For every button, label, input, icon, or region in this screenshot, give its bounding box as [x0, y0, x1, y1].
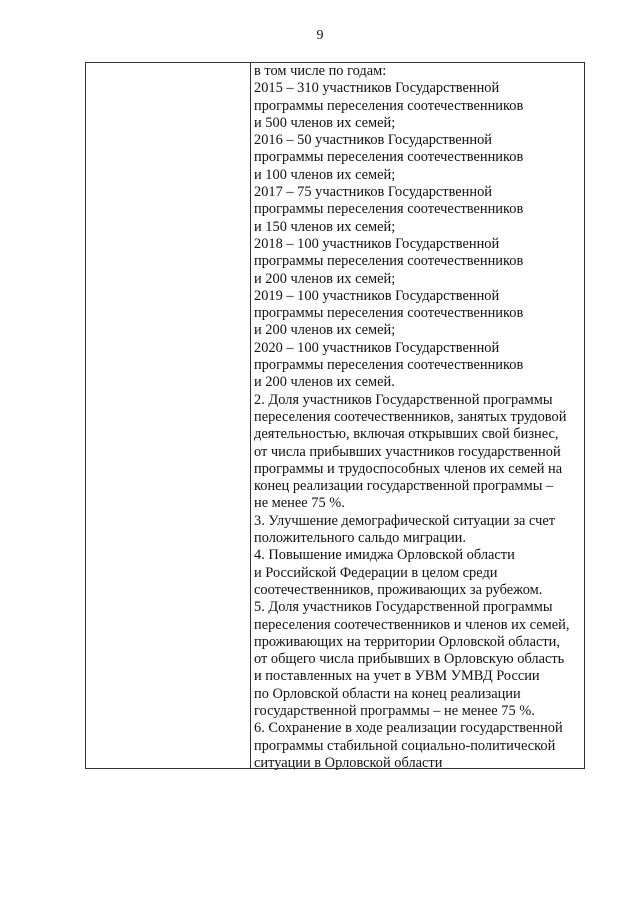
- text-line: по Орловской области на конец реализации: [254, 685, 521, 702]
- text-line: от общего числа прибывших в Орловскую область: [254, 651, 565, 668]
- text-line: программы переселения соотечественников: [254, 149, 524, 166]
- text-line: 2. Доля участников Государственной программы: [254, 391, 553, 408]
- text-line: программы переселения соотечественников: [254, 357, 524, 374]
- text-line: положительного сальдо миграции.: [254, 530, 466, 547]
- table-left-cell: [86, 63, 251, 768]
- text-line: и поставленных на учет в УВМ УМВД России: [254, 668, 540, 685]
- text-line: и 150 членов их семей;: [254, 218, 396, 235]
- text-line: не менее 75 %.: [254, 495, 345, 512]
- text-line: переселения соотечественников и членов их семей,: [254, 616, 570, 633]
- text-line: 2016 – 50 участников Государственной: [254, 132, 492, 149]
- text-line: программы переселения соотечественников: [254, 201, 524, 218]
- text-line: программы переселения соотечественников: [254, 305, 524, 322]
- text-line: программы стабильной социально-политической: [254, 737, 556, 754]
- text-line: 2015 – 310 участников Государственной: [254, 80, 500, 97]
- text-line: переселения соотечественников, занятых трудовой: [254, 408, 567, 425]
- text-line: проживающих на территории Орловской области,: [254, 633, 560, 650]
- text-line: соотечественников, проживающих за рубежом.: [254, 581, 543, 598]
- text-line: 2018 – 100 участников Государственной: [254, 235, 500, 252]
- text-line: программы переселения соотечественников: [254, 253, 524, 270]
- table-right-cell: [251, 63, 584, 771]
- text-line: 3. Улучшение демографической ситуации за счет: [254, 512, 556, 529]
- text-line: 2017 – 75 участников Государственной: [254, 184, 492, 201]
- text-line: и 100 членов их семей;: [254, 166, 396, 183]
- text-line: конец реализации государственной программы –: [254, 478, 554, 495]
- text-line: 2019 – 100 участников Государственной: [254, 287, 500, 304]
- text-line: и 200 членов их семей.: [254, 374, 395, 391]
- text-line: от числа прибывших участников государственной: [254, 443, 561, 460]
- text-line: и Российской Федерации в целом среди: [254, 564, 498, 581]
- text-line: и 200 членов их семей;: [254, 270, 396, 287]
- text-line: в том числе по годам:: [254, 63, 387, 79]
- page-number: 9: [316, 28, 324, 43]
- document-table: [85, 62, 585, 769]
- text-line: и 200 членов их семей;: [254, 322, 396, 339]
- text-line: государственной программы – не менее 75 %.: [254, 702, 535, 719]
- text-line: программы и трудоспособных членов их семей на: [254, 460, 563, 477]
- text-line: 2020 – 100 участников Государственной: [254, 339, 500, 356]
- text-line: ситуации в Орловской области: [254, 754, 443, 771]
- text-line: и 500 членов их семей;: [254, 114, 396, 131]
- text-line: 5. Доля участников Государственной программы: [254, 599, 553, 616]
- text-line: 6. Сохранение в ходе реализации государственной: [254, 720, 563, 737]
- text-line: программы переселения соотечественников: [254, 97, 524, 114]
- text-line: 4. Повышение имиджа Орловской области: [254, 547, 515, 564]
- text-line: деятельностью, включая открывших свой бизнес,: [254, 426, 559, 443]
